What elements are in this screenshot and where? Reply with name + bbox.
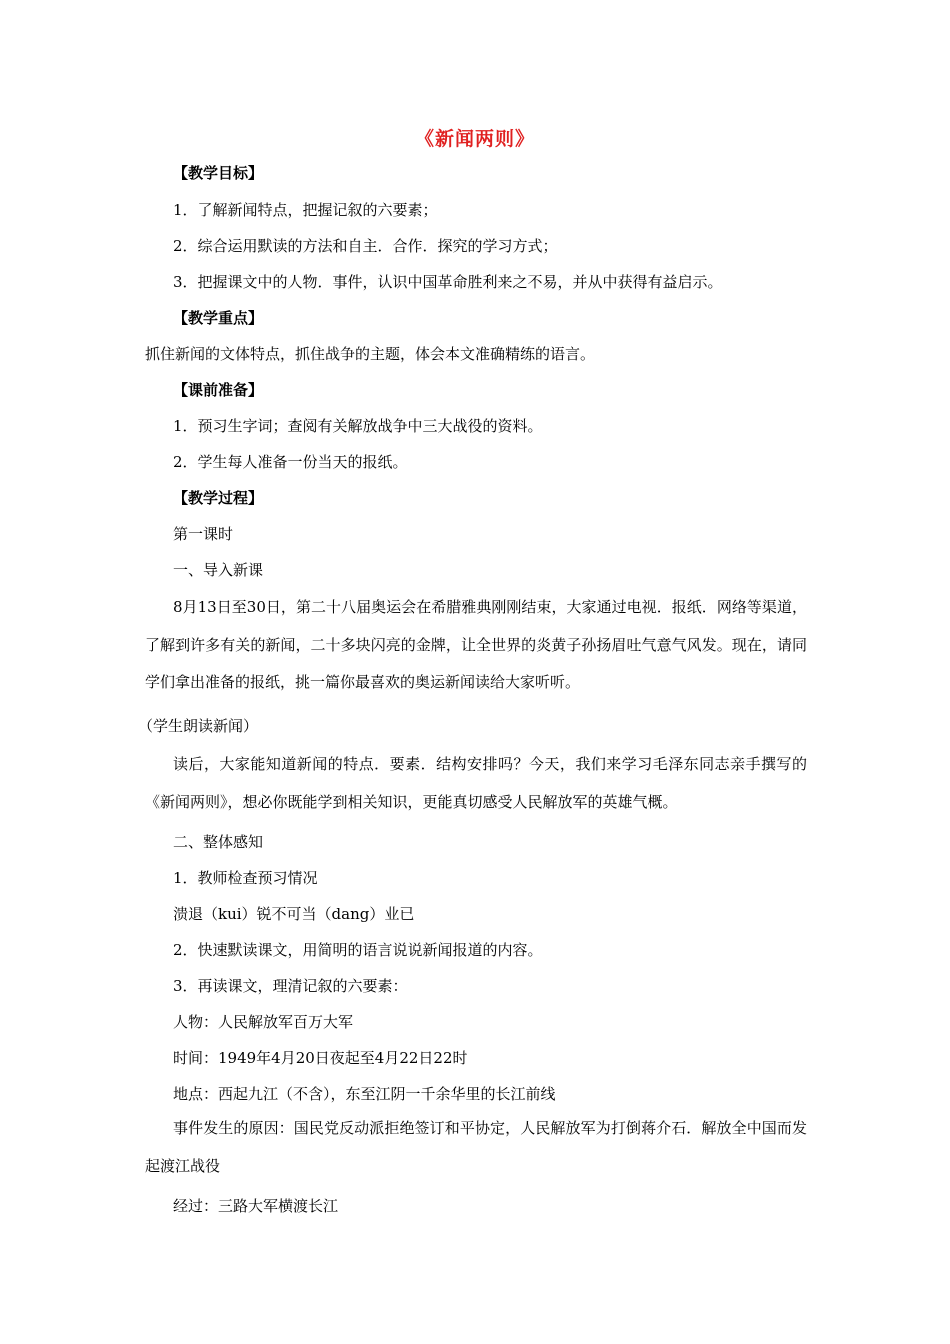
goal-item-2: 2．综合运用默读的方法和自主．合作．探究的学习方式； (173, 237, 558, 255)
heading-teaching-process: 【教学过程】 (173, 489, 264, 507)
followup-paragraph: 读后，大家能知道新闻的特点．要素．结构安排吗？今天，我们来学习毛泽东同志亲手撰写的《新闻两则》，想必你既能学到相关知识，更能真切感受人民解放军的英雄气概。 (145, 755, 807, 811)
element-time: 时间：1949年4月20日夜起至4月22日22时 (173, 1049, 468, 1067)
overall-item-1: 1．教师检查预习情况 (173, 869, 318, 887)
heading-preparation: 【课前准备】 (173, 381, 264, 399)
section-overall: 二、整体感知 (173, 833, 264, 851)
goal-item-1: 1．了解新闻特点，把握记叙的六要素； (173, 201, 438, 219)
intro-paragraph: 8月13日至30日，第二十八届奥运会在希腊雅典刚刚结束，大家通过电视．报纸．网络等渠道，了解到许多有关的新闻，二十多块闪亮的金牌，让全世界的炎黄子孙扬眉吐气意气风发。现在，请同学们拿出准备的报纸，挑一篇你最喜欢的奥运新闻读给大家听听。 (145, 598, 807, 691)
prep-item-2: 2．学生每人准备一份当天的报纸。 (173, 453, 408, 471)
focus-text: 抓住新闻的文体特点，抓住战争的主题，体会本文准确精练的语言。 (145, 345, 596, 363)
document-title: 《新闻两则》 (414, 128, 535, 150)
prep-item-1: 1．预习生字词；查阅有关解放战争中三大战役的资料。 (173, 417, 543, 435)
lesson-label: 第一课时 (173, 525, 234, 543)
element-cause: 事件发生的原因：国民党反动派拒绝签订和平协定，人民解放军为打倒蒋介石．解放全中国而发起渡江战役 (145, 1119, 807, 1175)
section-intro: 一、导入新课 (173, 561, 264, 579)
reading-note: （学生朗读新闻） (138, 717, 259, 735)
vocab-line: 溃退（kui）锐不可当（dang）业已 (173, 905, 415, 923)
heading-teaching-goals: 【教学目标】 (173, 164, 264, 182)
heading-teaching-focus: 【教学重点】 (173, 309, 264, 327)
goal-item-3: 3．把握课文中的人物．事件，认识中国革命胜利来之不易，并从中获得有益启示。 (173, 273, 723, 291)
overall-item-3: 3．再读课文，理清记叙的六要素： (173, 977, 408, 995)
element-people: 人物：人民解放军百万大军 (173, 1013, 354, 1031)
overall-item-2: 2．快速默读课文，用简明的语言说说新闻报道的内容。 (173, 941, 543, 959)
element-process: 经过：三路大军横渡长江 (173, 1197, 339, 1215)
element-place: 地点：西起九江（不含），东至江阴一千余华里的长江前线 (173, 1085, 556, 1103)
